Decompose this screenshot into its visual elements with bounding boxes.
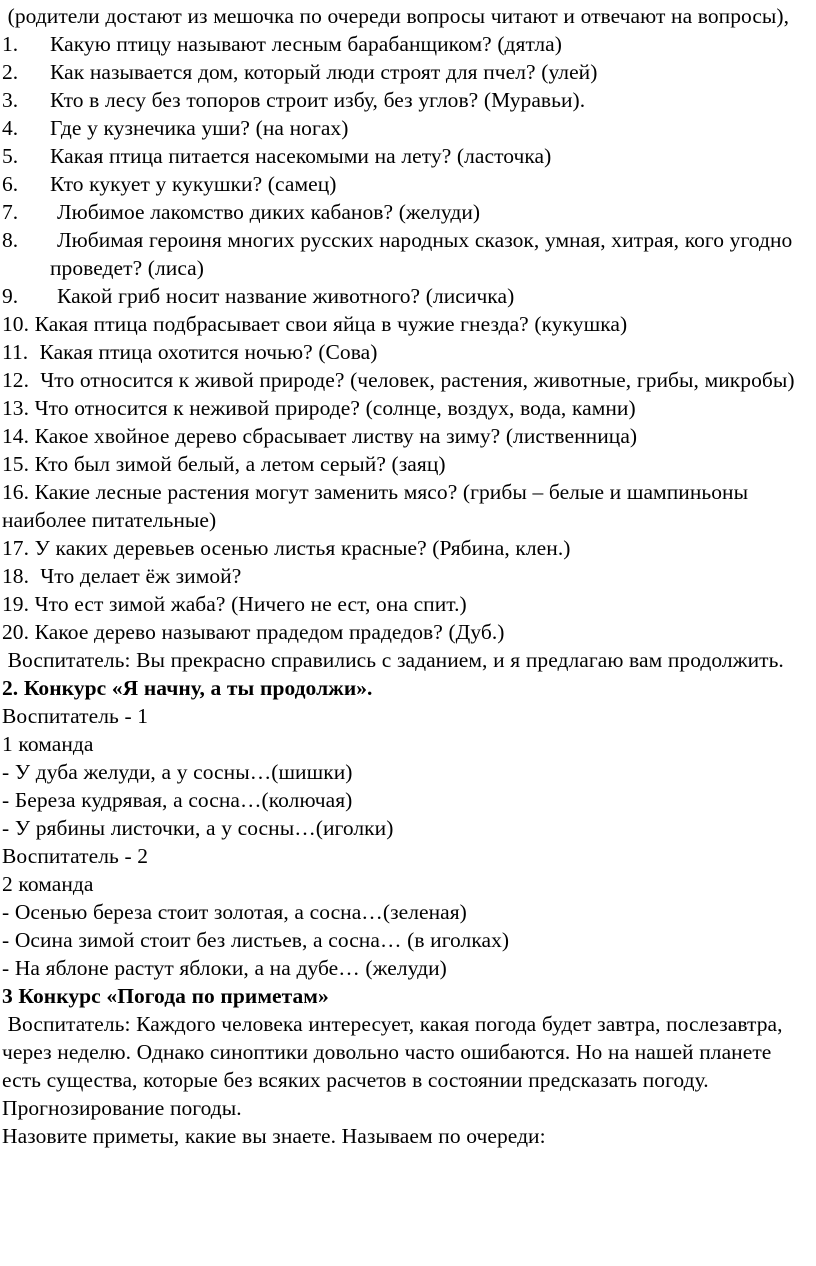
contest-2-heading: 2. Конкурс «Я начну, а ты продолжи». [2, 676, 373, 700]
quiz-item-text: Какая птица подбрасывает свои яйца в чужие гнезда? (кукушка) [34, 312, 628, 336]
quiz-item-text: Какую птицу называют лесным барабанщиком? (дятла) [50, 32, 562, 56]
contest-2-team-1-label: 1 команда [2, 732, 94, 756]
quiz-item-text: Что делает ёж зимой? [34, 564, 242, 588]
quiz-item [2, 170, 814, 198]
quiz-item-row [2, 226, 814, 282]
contest-2-team-1-line: - У дуба желуди, а у сосны…(шишки) [2, 760, 353, 784]
quiz-item-number: 1. [2, 32, 19, 56]
quiz-item [2, 338, 814, 366]
quiz-item-number: 18. [2, 564, 30, 588]
quiz-item-text: Что ест зимой жаба? (Ничего не ест, она спит.) [34, 592, 467, 616]
contest-2-team-2-line: - Осина зимой стоит без листьев, а сосна… (в иголках) [2, 928, 510, 952]
quiz-item-number: 19. [2, 592, 30, 616]
quiz-item [2, 142, 814, 170]
quiz-item-text: Какая птица охотится ночью? (Сова) [33, 340, 378, 364]
quiz-item-text: Какой гриб носит название животного? (лисичка) [57, 284, 515, 308]
quiz-item-text: Какая птица питается насекомыми на лету? (ласточка) [50, 144, 552, 168]
quiz-item-row [2, 198, 814, 226]
quiz-item-text: Какие лесные растения могут заменить мясо? (грибы – белые и шампиньоны наиболее питательные) [2, 480, 754, 532]
contest-2-team-2-label: 2 команда [2, 872, 94, 896]
quiz-item [2, 562, 814, 590]
quiz-item-number: 2. [2, 60, 19, 84]
quiz-item-row [2, 58, 814, 86]
contest-2-team-1-line: - Береза кудрявая, а сосна…(колючая) [2, 788, 353, 812]
quiz-item [2, 422, 814, 450]
quiz-item-text: Где у кузнечика уши? (на ногах) [50, 116, 349, 140]
quiz-item [2, 198, 814, 226]
contest-3-prompt-line: Назовите приметы, какие вы знаете. Называем по очереди: [2, 1124, 546, 1148]
quiz-item-text: Кто был зимой белый, а летом серый? (заяц) [34, 452, 446, 476]
quiz-item [2, 86, 814, 114]
intro-paragraph: (родители достают из мешочка по очереди вопросы читают и отвечают на вопросы), [2, 4, 790, 28]
quiz-item-row [2, 30, 814, 58]
quiz-item-number: 3. [2, 88, 19, 112]
quiz-item [2, 114, 814, 142]
teacher-praise-paragraph: Воспитатель: Вы прекрасно справились с заданием, и я предлагаю вам продолжить. [2, 648, 784, 672]
quiz-item [2, 534, 814, 562]
contest-2-team-2-line: - На яблоне растут яблоки, а на дубе… (желуди) [2, 956, 447, 980]
quiz-item-text: Какое хвойное дерево сбрасывает листву на зиму? (лиственница) [34, 424, 638, 448]
quiz-item-text: Какое дерево называют прадедом прадедов? (Дуб.) [34, 620, 505, 644]
quiz-item-row [2, 282, 814, 310]
quiz-item-number: 10. [2, 312, 30, 336]
quiz-item-number: 5. [2, 144, 19, 168]
contest-2-teacher-1: Воспитатель - 1 [2, 704, 149, 728]
quiz-item-number: 4. [2, 116, 19, 140]
quiz-item [2, 478, 814, 534]
quiz-item-row [2, 142, 814, 170]
quiz-item [2, 30, 814, 58]
quiz-item-number: 12. [2, 368, 30, 392]
quiz-item-number: 8. [2, 228, 19, 252]
quiz-item-number: 15. [2, 452, 30, 476]
quiz-item-text: Любимая героиня многих русских народных сказок, умная, хитрая, кого угодно проведет? (лиса) [50, 228, 798, 280]
quiz-item [2, 58, 814, 86]
quiz-item [2, 310, 814, 338]
quiz-item [2, 282, 814, 310]
quiz-item-number: 6. [2, 172, 19, 196]
quiz-item [2, 618, 814, 646]
contest-2-team-1-line: - У рябины листочки, а у сосны…(иголки) [2, 816, 394, 840]
quiz-item-row [2, 86, 814, 114]
contest-2-team-2-line: - Осенью береза стоит золотая, а сосна…(зеленая) [2, 900, 467, 924]
contest-3-forecast-line: Прогнозирование погоды. [2, 1096, 242, 1120]
quiz-item-number: 16. [2, 480, 30, 504]
quiz-item [2, 394, 814, 422]
quiz-list [2, 30, 814, 646]
quiz-item-text: Любимое лакомство диких кабанов? (желуди) [57, 200, 481, 224]
quiz-item-number: 7. [2, 200, 19, 224]
quiz-item-text: Что относится к неживой природе? (солнце, воздух, вода, камни) [34, 396, 636, 420]
quiz-item-number: 17. [2, 536, 30, 560]
quiz-item-row [2, 170, 814, 198]
quiz-item-number: 9. [2, 284, 19, 308]
contest-2-teacher-2: Воспитатель - 2 [2, 844, 149, 868]
quiz-item [2, 590, 814, 618]
quiz-item-number: 13. [2, 396, 30, 420]
quiz-item-text: Что относится к живой природе? (человек, растения, животные, грибы, микробы) [34, 368, 795, 392]
quiz-item-row [2, 114, 814, 142]
quiz-item-text: У каких деревьев осенью листья красные? (Рябина, клен.) [34, 536, 571, 560]
quiz-item [2, 450, 814, 478]
contest-3-heading: 3 Конкурс «Погода по приметам» [2, 984, 329, 1008]
quiz-item-number: 14. [2, 424, 30, 448]
quiz-item-number: 11. [2, 340, 29, 364]
quiz-item [2, 226, 814, 282]
quiz-item-number: 20. [2, 620, 30, 644]
quiz-item-text: Кто кукует у кукушки? (самец) [50, 172, 337, 196]
contest-3-paragraph: Воспитатель: Каждого человека интересует, какая погода будет завтра, послезавтра, через неделю. Однако синоптики довольно часто ошибаются. Но на нашей планете есть существа, которые без всяких расчетов в состоянии предсказать погоду. [2, 1012, 789, 1092]
quiz-item-text: Как называется дом, который люди строят для пчел? (улей) [50, 60, 598, 84]
quiz-item-text: Кто в лесу без топоров строит избу, без углов? (Муравьи). [50, 88, 586, 112]
quiz-item [2, 366, 814, 394]
